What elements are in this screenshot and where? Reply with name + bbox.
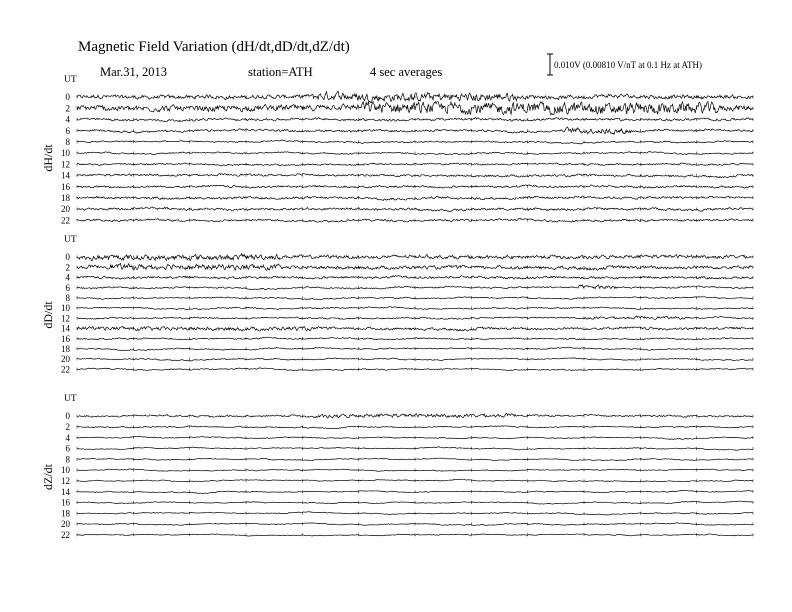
row-hour-label: 6: [65, 443, 70, 454]
ut-label: UT: [64, 394, 77, 404]
averaging-label: 4 sec averages: [370, 65, 443, 79]
trace-line: [77, 254, 753, 261]
row-hour-label: 8: [65, 454, 70, 465]
row-hour-label: 22: [61, 215, 70, 226]
row-hour-label: 4: [65, 432, 70, 443]
station-label: station=ATH: [248, 65, 313, 79]
row-hour-label: 16: [61, 181, 70, 192]
row-hour-label: 2: [65, 262, 70, 273]
row-hour-label: 12: [61, 476, 70, 486]
row-hour-label: 0: [65, 252, 70, 263]
row-hour-label: 16: [61, 333, 70, 344]
panel-2: [41, 394, 753, 540]
row-hour-label: 18: [61, 508, 70, 519]
row-hour-label: 12: [61, 159, 70, 170]
row-hour-label: 14: [61, 323, 70, 334]
ut-label: UT: [64, 235, 77, 245]
ut-label: UT: [64, 75, 77, 85]
row-hour-label: 10: [61, 148, 70, 159]
row-hour-label: 20: [61, 204, 70, 215]
row-hour-label: 16: [61, 497, 70, 508]
row-hour-label: 4: [65, 272, 70, 283]
row-hour-label: 0: [65, 92, 70, 103]
panel-ylabel: dH/dt: [41, 144, 55, 172]
row-hour-label: 0: [65, 411, 70, 422]
row-hour-label: 22: [61, 530, 70, 540]
panel-0: [41, 75, 753, 225]
row-hour-label: 8: [65, 137, 70, 147]
row-hour-label: 14: [61, 170, 70, 181]
scale-note: 0.010V (0.00810 V/nT at 0.1 Hz at ATH): [554, 60, 702, 70]
row-hour-label: 20: [61, 519, 70, 530]
panel-ylabel: dZ/dt: [41, 464, 55, 490]
panel-ylabel: dD/dt: [41, 301, 55, 329]
row-hour-label: 22: [61, 364, 70, 375]
row-hour-label: 8: [65, 293, 70, 303]
row-hour-label: 2: [65, 103, 70, 114]
row-hour-label: 14: [61, 486, 70, 497]
row-hour-label: 20: [61, 354, 70, 365]
trace-line: [77, 102, 753, 115]
panel-1: [41, 235, 753, 374]
row-hour-label: 10: [61, 303, 70, 314]
row-hour-label: 6: [65, 125, 70, 136]
row-hour-label: 4: [65, 114, 70, 125]
row-hour-label: 18: [61, 193, 70, 203]
row-hour-label: 2: [65, 422, 70, 432]
chart-title: Magnetic Field Variation (dH/dt,dD/dt,dZ/dt): [78, 39, 350, 55]
date-label: Mar.31, 2013: [100, 65, 168, 79]
row-hour-label: 10: [61, 465, 70, 476]
row-hour-label: 18: [61, 344, 70, 354]
row-hour-label: 12: [61, 313, 70, 324]
row-hour-label: 6: [65, 282, 70, 293]
